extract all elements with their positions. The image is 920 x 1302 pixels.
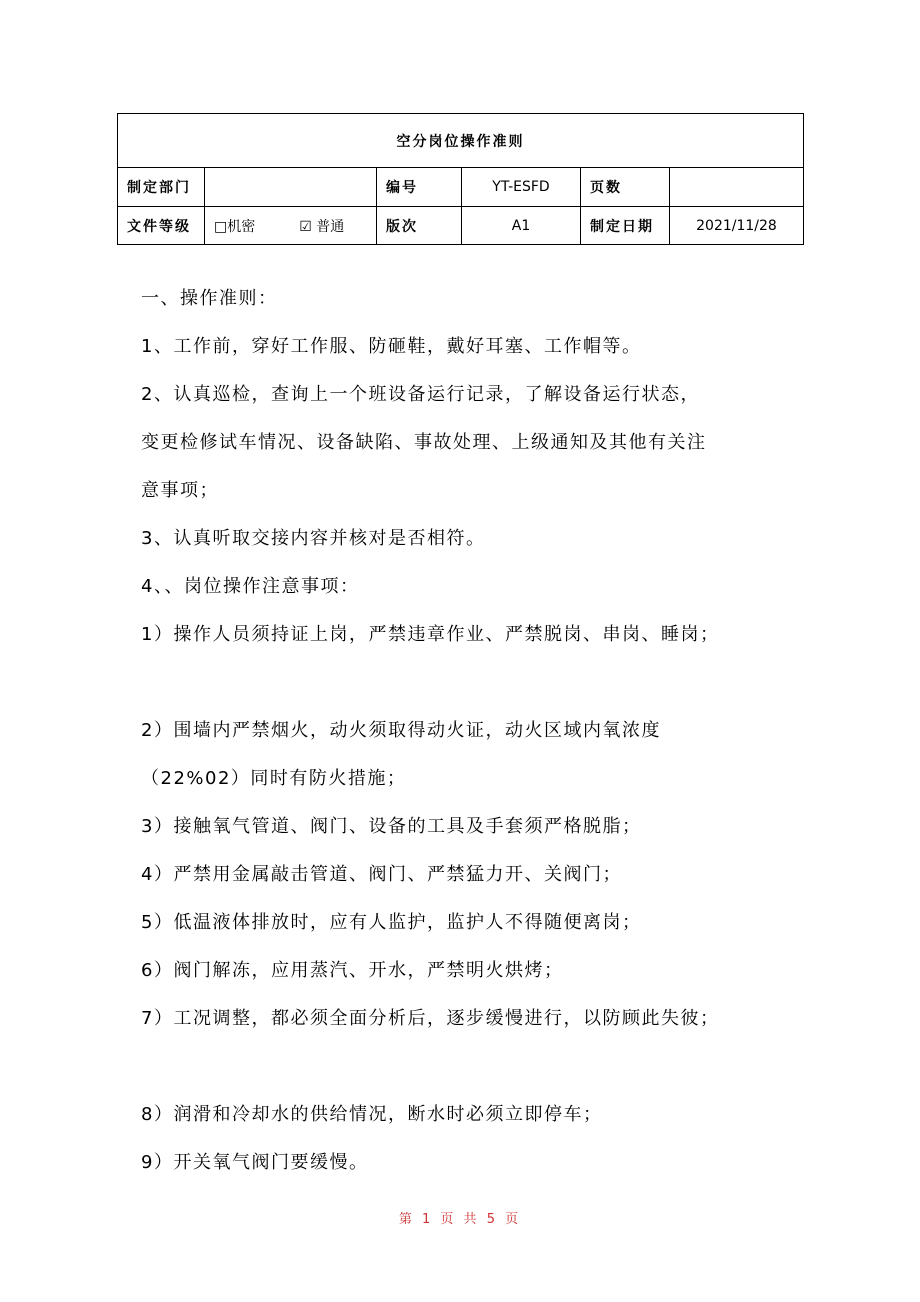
code-value: YT-ESFD [462,168,581,207]
code-label: 编号 [377,168,462,207]
list-item: 8）润滑和冷却水的供给情况，断水时必须立即停车； [141,1104,603,1125]
version-label: 版次 [377,207,462,245]
paragraph-line: 1、工作前，穿好工作服、防砸鞋，戴好耳塞、工作帽等。 [141,336,642,357]
paragraph-line: 3、认真听取交接内容并核对是否相符。 [141,528,486,549]
list-item: 4）严禁用金属敲击管道、阀门、严禁猛力开、关阀门； [141,864,622,885]
grade-options [205,207,377,245]
list-item: 3）接触氧气管道、阀门、设备的工具及手套须严格脱脂； [141,816,642,837]
list-item: 7）工况调整，都必须全面分析后，逐步缓慢进行，以防顾此失彼； [141,1008,720,1029]
list-item: 2）围墙内严禁烟火，动火须取得动火证，动火区域内氧浓度 [141,720,661,741]
list-item: （22%02）同时有防火措施； [141,768,407,789]
dept-label: 制定部门 [118,168,205,207]
document-header-table [117,113,804,245]
grade-option-normal: ☑ 普通 [299,218,345,235]
list-item: 1）操作人员须持证上岗，严禁违章作业、严禁脱岗、串岗、睡岗； [141,624,720,645]
dept-value [205,168,377,207]
list-item: 9）开关氧气阀门要缓慢。 [141,1152,369,1173]
pages-value [670,168,804,207]
date-label: 制定日期 [581,207,670,245]
paragraph-line: 意事项； [141,480,219,501]
paragraph-line: 变更检修试车情况、设备缺陷、事故处理、上级通知及其他有关注 [141,432,707,453]
paragraph-line: 2、认真巡检，查询上一个班设备运行记录，了解设备运行状态， [141,384,700,405]
grade-label: 文件等级 [118,207,205,245]
document-title: 空分岗位操作准则 [118,114,804,168]
grade-option-confidential: □机密 [214,218,256,235]
pages-label: 页数 [581,168,670,207]
list-item: 6）阀门解冻，应用蒸汽、开水，严禁明火烘烤； [141,960,564,981]
version-value: A1 [462,207,581,245]
paragraph-line: 4、、岗位操作注意事项： [141,576,360,597]
date-value: 2021/11/28 [670,207,804,245]
section-heading: 一、操作准则： [141,288,278,309]
list-item: 5）低温液体排放时，应有人监护，监护人不得随便离岗； [141,912,642,933]
page-indicator: 第 1 页 共 5 页 [398,1212,522,1227]
